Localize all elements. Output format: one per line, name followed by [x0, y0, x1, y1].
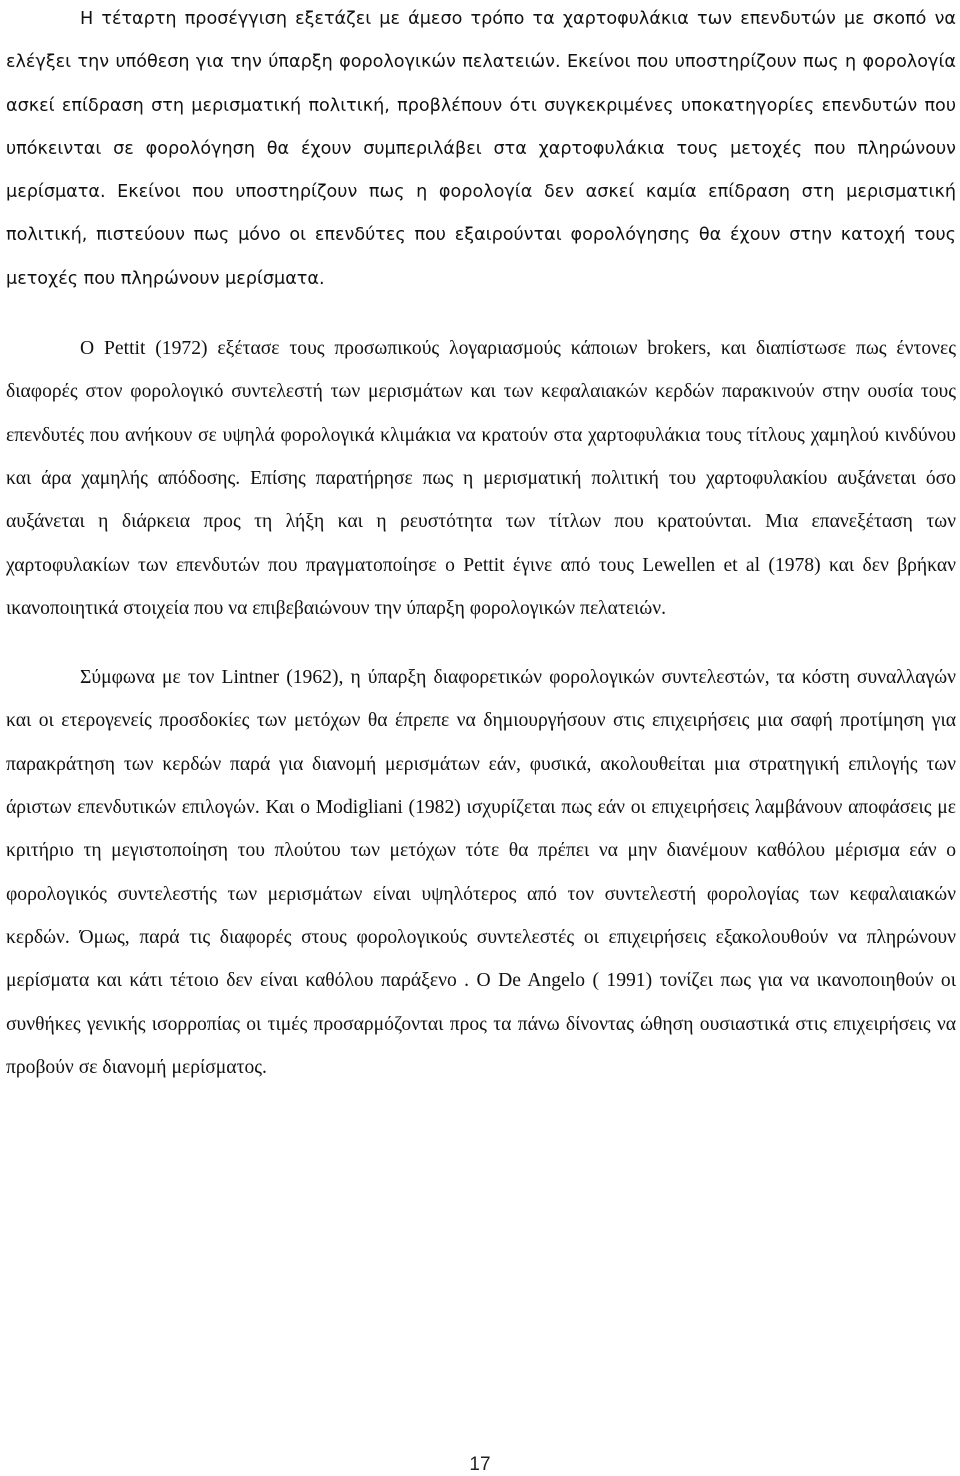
paragraph-pettit-1972: Ο Pettit (1972) εξέτασε τους προσωπικούς λογαριασμούς κάποιων brokers, και διαπίστωσε πως έντονες διαφορές στον φορολογικό συντελεστή των μερισμάτων και των κεφαλαιακών κερδών παρακινούν στην ουσία τους επενδυτές που ανήκουν σε υψηλά φορολογικά κλιμάκια να κρατούν στα χαρτοφυλάκια τους τίτλους χαμηλού κινδύνου και άρα χαμηλής απόδοσης. Επίσης παρατήρησε πως η μερισματική πολιτική του χαρτοφυλακίου αυξάνεται όσο αυξάνεται η διάρκεια προς τη λήξη και η ρευστότητα των τίτλων που κρατούνται. Μια επανεξέταση των χαρτοφυλακίων των επενδυτών που πραγματοποίησε ο Pettit έγινε από τους Lewellen et al (1978) και δεν βρήκαν ικανοποιητικά στοιχεία που να επιβεβαιώνουν την ύπαρξη φορολογικών πελατειών. [6, 338, 956, 619]
page-number: 17 [469, 1454, 491, 1475]
paragraph-tax-clienteles-approach: Η τέταρτη προσέγγιση εξετάζει με άμεσο τρόπο τα χαρτοφυλάκια των επενδυτών με σκοπό να ελέγξει την υπόθεση για την ύπαρξη φορολογικών πελατειών. Εκείνοι που υποστηρίζουν πως η φορολογία ασκεί επίδραση στη μερισματική πολιτική, προβλέπουν ότι συγκεκριμένες υποκατηγορίες επενδυτών που υπόκεινται σε φορολόγηση θα έχουν συμπεριλάβει στα χαρτοφυλάκια τους μετοχές που πληρώνουν μερίσματα. Εκείνοι που υποστηρίζουν πως η φορολογία δεν ασκεί καμία επίδραση στη μερισματική πολιτική, πιστεύουν πως μόνο οι επενδύτες που εξαιρούνται φορολόγησης θα έχουν στην κατοχή τους μετοχές που πληρώνουν μερίσματα. [6, 9, 956, 289]
document-page [6, 0, 956, 1089]
paragraph-lintner-1962: Σύμφωνα με τον Lintner (1962), η ύπαρξη διαφορετικών φορολογικών συντελεστών, τα κόστη συναλλαγών και οι ετερογενείς προσδοκίες των μετόχων θα έπρεπε να δημιουργήσουν στις επιχειρήσεις μια σαφή προτίμηση για παρακράτηση των κερδών παρά για διανομή μερισμάτων εάν, φυσικά, ακολουθείται μια στρατηγική επιλογής των άριστων επενδυτικών επιλογών. Και ο Modigliani (1982) ισχυρίζεται πως εάν οι επιχειρήσεις λαμβάνουν αποφάσεις με κριτήριο τη μεγιστοποίηση του πλούτου των μετόχων τότε θα πρέπει να μην διανέμουν καθόλου μέρισμα εάν ο φορολογικός συντελεστής των μερισμάτων είναι υψηλότερος από τον συντελεστή φορολογίας των κεφαλαιακών κερδών. Όμως, παρά τις διαφορές στους φορολογικούς συντελεστές οι επιχειρήσεις εξακολουθούν να πληρώνουν μερίσματα και κάτι τέτοιο δεν είναι καθόλου παράξενο . Ο De Angelo ( 1991) τονίζει πως για να ικανοποιηθούν οι συνθήκες γενικής ισορροπίας οι τιμές προσαρμόζονται προς τα πάνω δίνοντας ώθηση ουσιαστικά στις επιχειρήσεις να προβούν σε διανομή μερίσματος. [6, 667, 956, 1078]
